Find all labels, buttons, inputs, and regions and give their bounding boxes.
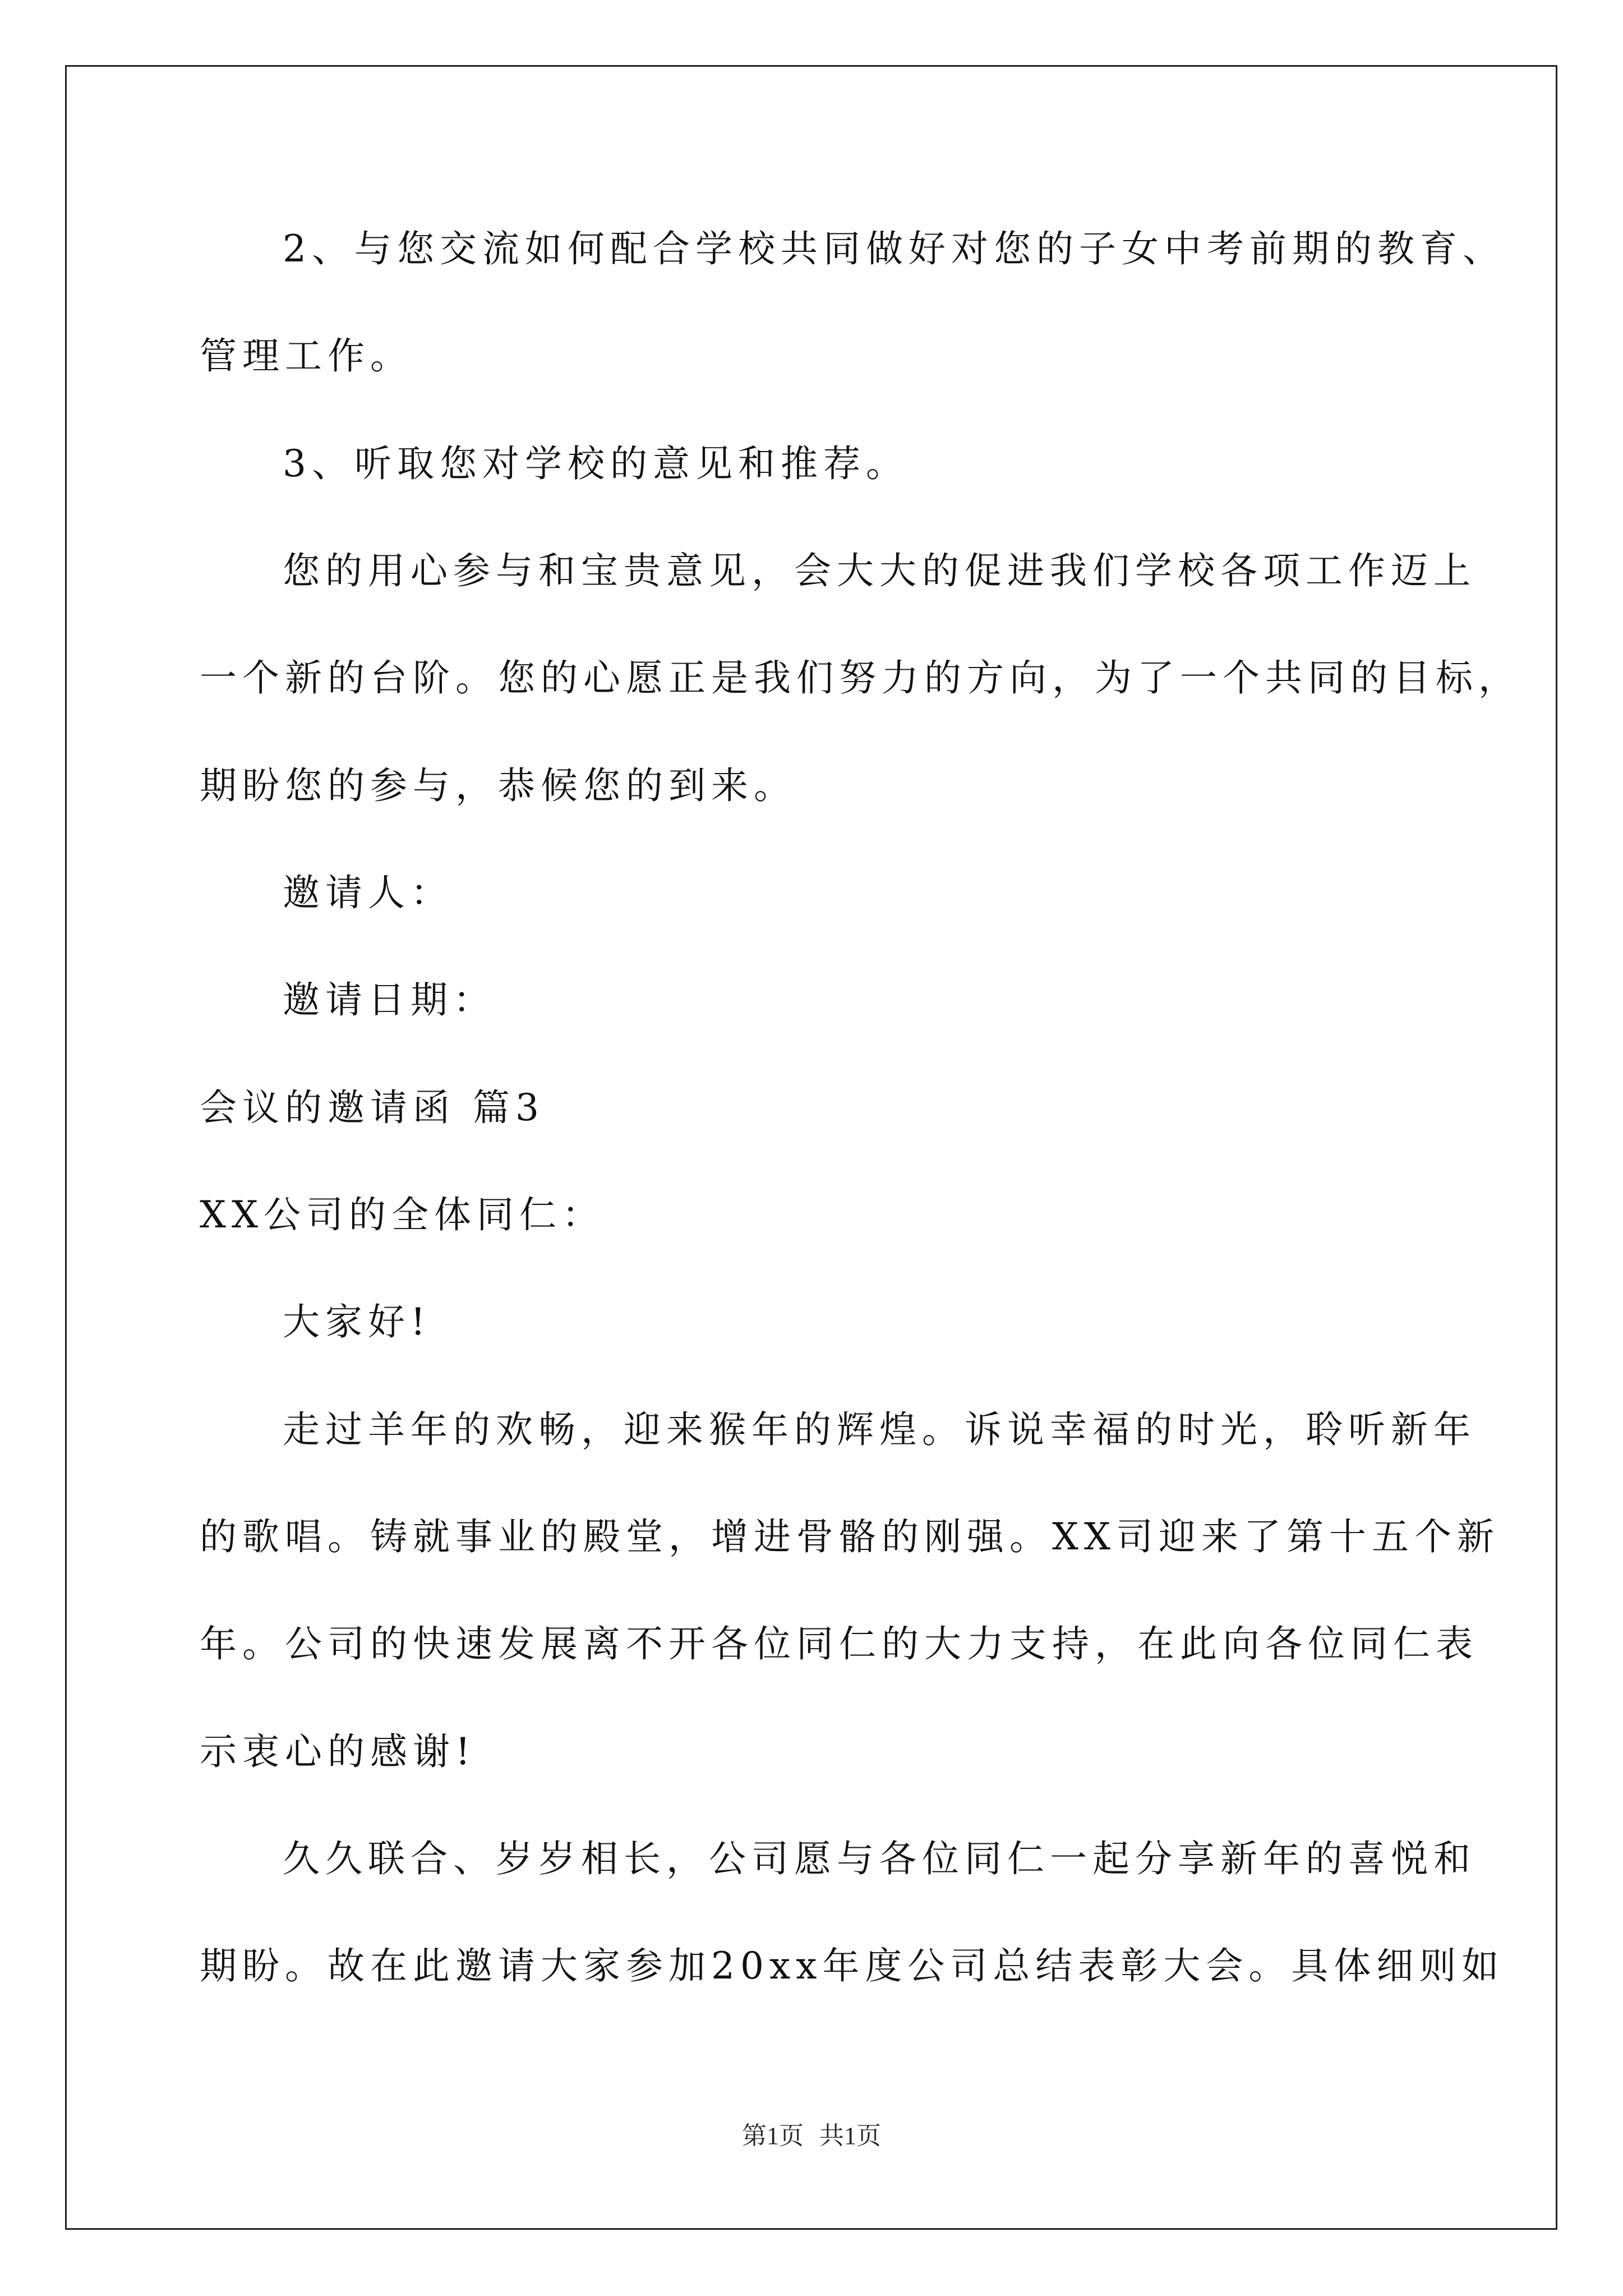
body-line: 邀请日期： bbox=[283, 978, 496, 1022]
body-line: 2、与您交流如何配合学校共同做好对您的子女中考前期的教育、 bbox=[283, 227, 1505, 270]
page-number-total: 共1页 bbox=[819, 2122, 881, 2150]
body-line: 久久联合、岁岁相长，公司愿与各位同仁一起分享新年的喜悦和 bbox=[283, 1837, 1476, 1880]
body-line: 您的用心参与和宝贵意见，会大大的促进我们学校各项工作迈上 bbox=[283, 549, 1476, 592]
body-line: 走过羊年的欢畅，迎来猴年的辉煌。诉说幸福的时光，聆听新年 bbox=[283, 1408, 1476, 1451]
body-line: 示衷心的感谢! bbox=[200, 1730, 476, 1773]
page-border bbox=[65, 65, 1557, 2230]
body-line: 年。公司的快速发展离不开各位同仁的大力支持，在此向各位同仁表 bbox=[200, 1622, 1478, 1665]
salutation: XX公司的全体同仁： bbox=[200, 1193, 605, 1236]
section-heading: 会议的邀请函 篇3 bbox=[200, 1086, 545, 1129]
greeting: 大家好! bbox=[283, 1300, 431, 1343]
body-line: 期盼。故在此邀请大家参加20xx年度公司总结表彰大会。具体细则如 bbox=[200, 1944, 1505, 1987]
body-line: 管理工作。 bbox=[200, 334, 413, 378]
body-line: 期盼您的参与，恭候您的到来。 bbox=[200, 764, 796, 807]
body-line: 的歌唱。铸就事业的殿堂，增进骨骼的刚强。XX司迎来了第十五个新 bbox=[200, 1515, 1500, 1558]
body-line: 邀请人： bbox=[283, 871, 453, 914]
body-line: 一个新的台阶。您的心愿正是我们努力的方向，为了一个共同的目标， bbox=[200, 656, 1521, 700]
page-number-current: 第1页 bbox=[742, 2122, 804, 2150]
body-line: 3、听取您对学校的意见和推荐。 bbox=[283, 442, 909, 485]
page-footer bbox=[0, 2119, 1623, 2153]
